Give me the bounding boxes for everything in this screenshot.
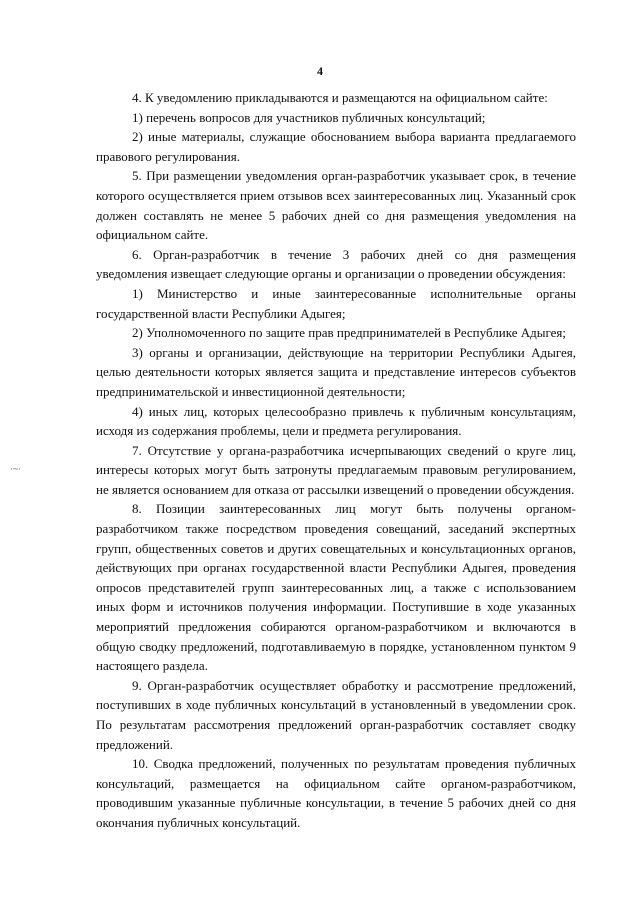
paragraph-6-item-1: 1) Министерство и иные заинтересованные исполнительные органы государственной власти Республики Адыгея; [96,285,576,321]
paragraph-4-item-1: 1) перечень вопросов для участников публичных консультаций; [132,109,486,125]
paragraph-5: 5. При размещении уведомления орган-разработчик указывает срок, в течение которого осуществляется прием отзывов всех заинтересованных лиц. Указанный срок должен составлять не менее 5 рабочих дней со дня размещения уведомления на официальном сайте. [96,168,576,243]
paragraph-4: 4. К уведомлению прикладываются и размещаются на официальном сайте: [132,90,548,105]
margin-mark: ·~· [10,464,21,474]
document-body [96,88,576,833]
paragraph-9: 9. Орган-разработчик осуществляет обработку и рассмотрение предложений, поступивших в ходе публичных консультаций в установленный в уведомлении срок. По результатам рассмотрения предложений орган-разработчик составляет сводку предложений. [96,677,576,752]
page-number: 4 [317,64,323,78]
paragraph-6-item-3: 3) органы и организации, действующие на территории Республики Адыгея, целью деятельности которых является защита и представление интересов субъектов предпринимательской и инвестиционной деятельности; [96,344,576,399]
paragraph-6: 6. Орган-разработчик в течение 3 рабочих дней со дня размещения уведомления извещает следующие органы и организации о проведении обсуждения: [96,246,576,282]
paragraph-7: 7. Отсутствие у органа-разработчика исчерпывающих сведений о круге лиц, интересы которых могут быть затронуты предлагаемым правовым регулированием, не является основанием для отказа от рассылки извещений о проведении обсуждения. [96,442,576,497]
paragraph-10: 10. Сводка предложений, полученных по результатам проведения публичных консультаций, размещается на официальном сайте органом-разработчиком, проводившим указанные публичные консультации, в течение 5 рабочих дней со дня окончания публичных консультаций. [96,756,576,830]
paragraph-4-item-2: 2) иные материалы, служащие обоснованием выбора варианта предлагаемого правового регулирования. [96,129,576,164]
paragraph-8: 8. Позиции заинтересованных лиц могут быть получены органом-разработчиком также посредством проведения совещаний, заседаний экспертных групп, общественных советов и других совещательных и консультационных органов, действующих при органах государственной власти Республики Адыгея, проведения опросов представителей групп заинтересованных лиц, а также с использованием иных форм и источников получения информации. Поступившие в ходе указанных мероприятий предложения собираются органом-разработчиком и включаются в общую сводку предложений, подготавливаемую в порядке, установленном пунктом 9 настоящего раздела. [96,501,576,674]
paragraph-6-item-2: 2) Уполномоченного по защите прав предпринимателей в Республике Адыгея; [132,325,566,341]
paragraph-6-item-4: 4) иных лиц, которых целесообразно привлечь к публичным консультациям, исходя из содержания проблемы, цели и предмета регулирования. [96,403,576,439]
